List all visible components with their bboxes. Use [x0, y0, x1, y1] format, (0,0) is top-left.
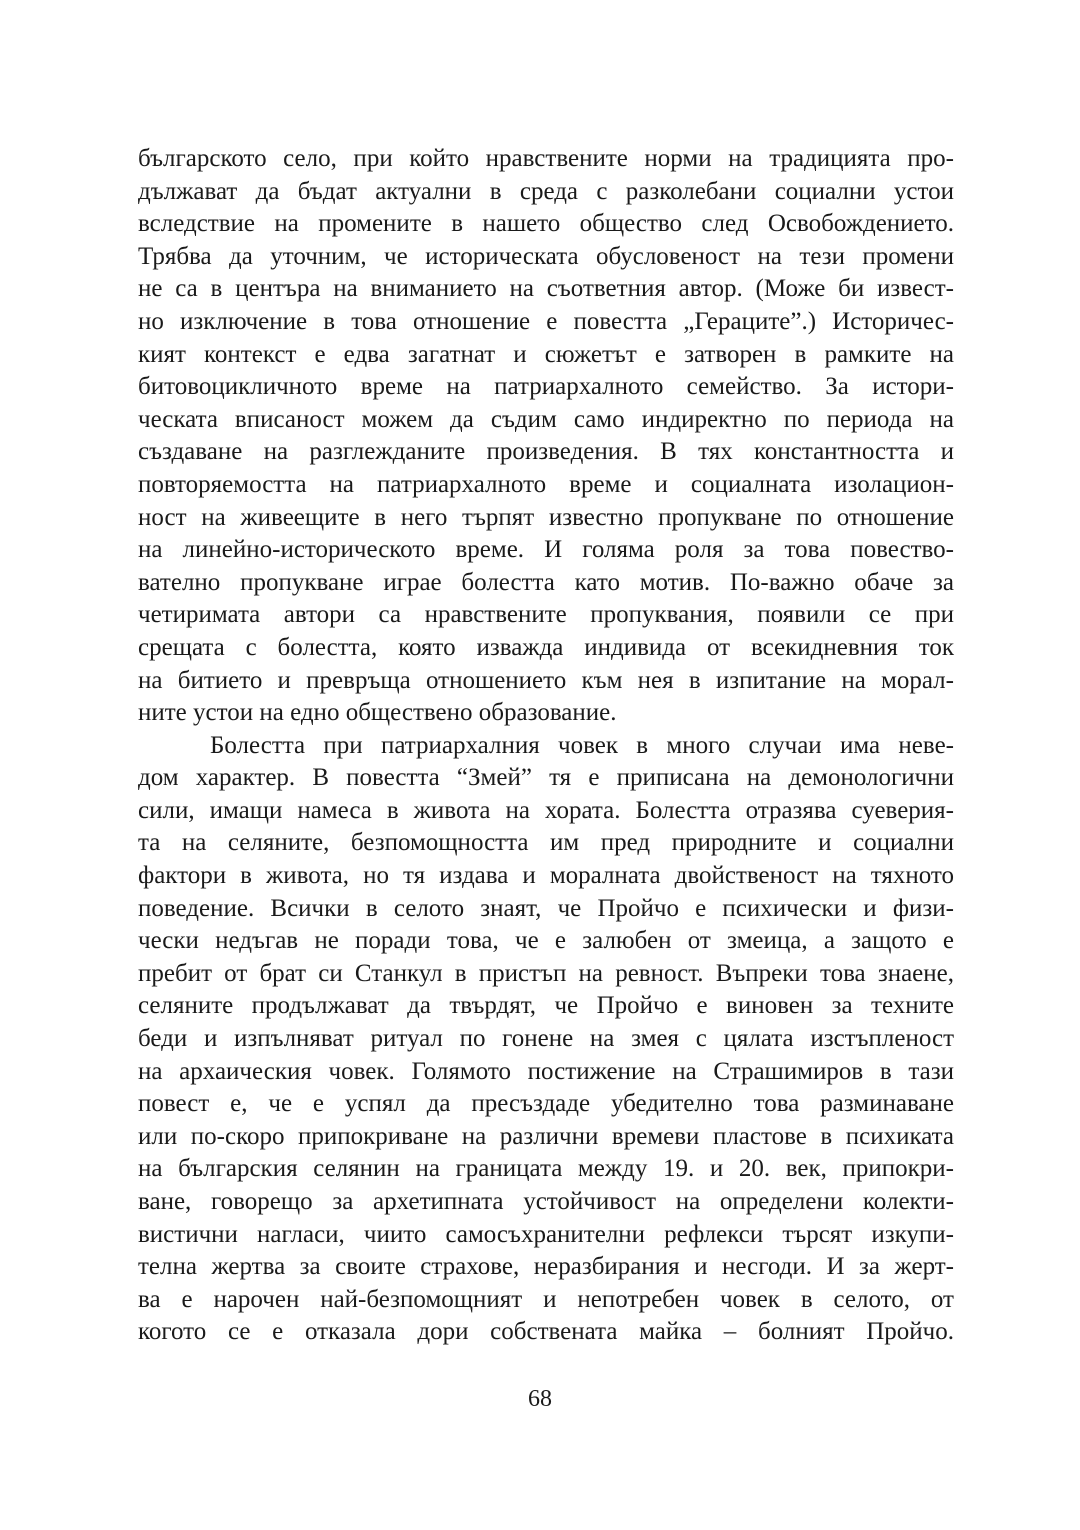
text-line: дължават да бъдат актуални в среда с разколебани социални устои	[138, 177, 954, 205]
text-line: българското село, при който нравствените норми на традицията про-	[138, 145, 954, 172]
text-line: телна жертва за своите страхове, неразбирания и несгоди. И за жерт-	[138, 1253, 954, 1281]
text-line: ност на живеещите в него търпят известно пропукване по отношение	[138, 503, 954, 531]
text-line: ване, говорещо за архетипната устойчивост на определени колекти-	[138, 1188, 954, 1215]
text-line: дом характер. В повестта “Змей” тя е приписана на демонологични	[138, 764, 954, 792]
text-line: селяните продължават да твърдят, че Пройчо е виновен за техните	[138, 992, 954, 1020]
text-line: кият контекст е едва загатнат и сюжетът е затворен в рамките на	[138, 340, 954, 368]
text-line: ва е нарочен най-безпомощният и непотребен човек в селото, от	[138, 1285, 954, 1313]
text-line: фактори в живота, но тя издава и моралната двойственост на тяхното	[138, 862, 954, 890]
text-line: вистични нагласи, чиито самосъхранителни рефлекси търсят изкупи-	[138, 1220, 954, 1248]
text-line: та на селяните, безпомощността им пред природните и социални	[138, 829, 954, 857]
paragraph-1	[138, 143, 954, 730]
text-line: или по-скоро припокриване на различни времеви пластове в психиката	[138, 1122, 954, 1150]
text-line: ческата вписаност можем да съдим само индиректно по периода на	[138, 405, 954, 433]
page-number: 68	[528, 1386, 552, 1412]
text-line: на българския селянин на границата между 19. и 20. век, припокри-	[138, 1155, 954, 1183]
text-line: ните устои на едно обществено образование.	[138, 699, 617, 727]
text-line: но изключение в това отношение е повестта „Гераците”.) Историчес-	[138, 307, 954, 335]
text-line: на битието и превръща отношението към нея в изпитание на морал-	[138, 666, 954, 694]
text-line: срещата с болестта, която изважда индивида от всекидневния ток	[138, 633, 954, 661]
text-line: беди и изпълняват ритуал по гонене на змея с цялата изстъпленост	[138, 1025, 954, 1053]
text-line: на линейно-историческото време. И голяма роля за това повество-	[138, 536, 954, 564]
text-line: повторяемостта на патриархалното време и социалната изолацион-	[138, 470, 954, 498]
text-line: Болестта при патриархалния човек в много случаи има неве-	[210, 731, 954, 759]
text-line: вателно пропукване играе болестта като мотив. По-важно обаче за	[138, 568, 954, 596]
text-line: когото се е отказала дори собствената майка – болният Пройчо.	[138, 1318, 954, 1346]
document-body	[138, 143, 954, 1349]
paragraph-2	[138, 730, 954, 1349]
text-line: сили, имащи намеса в живота на хората. Болестта отразява суеверия-	[138, 796, 954, 824]
text-line: не са в центъра на вниманието на съответния автор. (Може би извест-	[138, 275, 954, 303]
text-line: повест е, че е успял да пресъздаде убедително това разминаване	[138, 1090, 954, 1118]
text-line: поведение. Всички в селото знаят, че Пройчо е психически и физи-	[138, 894, 954, 922]
text-line: чески недъгав не поради това, че е залюбен от змеица, а защото е	[138, 927, 954, 955]
text-line: пребит от брат си Станкул в пристъп на ревност. Въпреки това знаене,	[138, 959, 954, 987]
text-line: четиримата автори са нравствените пропуквания, появили се при	[138, 601, 954, 629]
text-line: създаване на разглежданите произведения. В тях константността и	[138, 438, 954, 466]
text-line: на архаическия човек. Голямото постижение на Страшимиров в тази	[138, 1057, 954, 1085]
text-line: Трябва да уточним, че историческата обусловеност на тези промени	[138, 242, 954, 270]
text-line: битовоцикличното време на патриархалното семейство. За истори-	[138, 373, 954, 401]
text-line: вследствие на промените в нашето общество след Освобождението.	[138, 210, 954, 238]
